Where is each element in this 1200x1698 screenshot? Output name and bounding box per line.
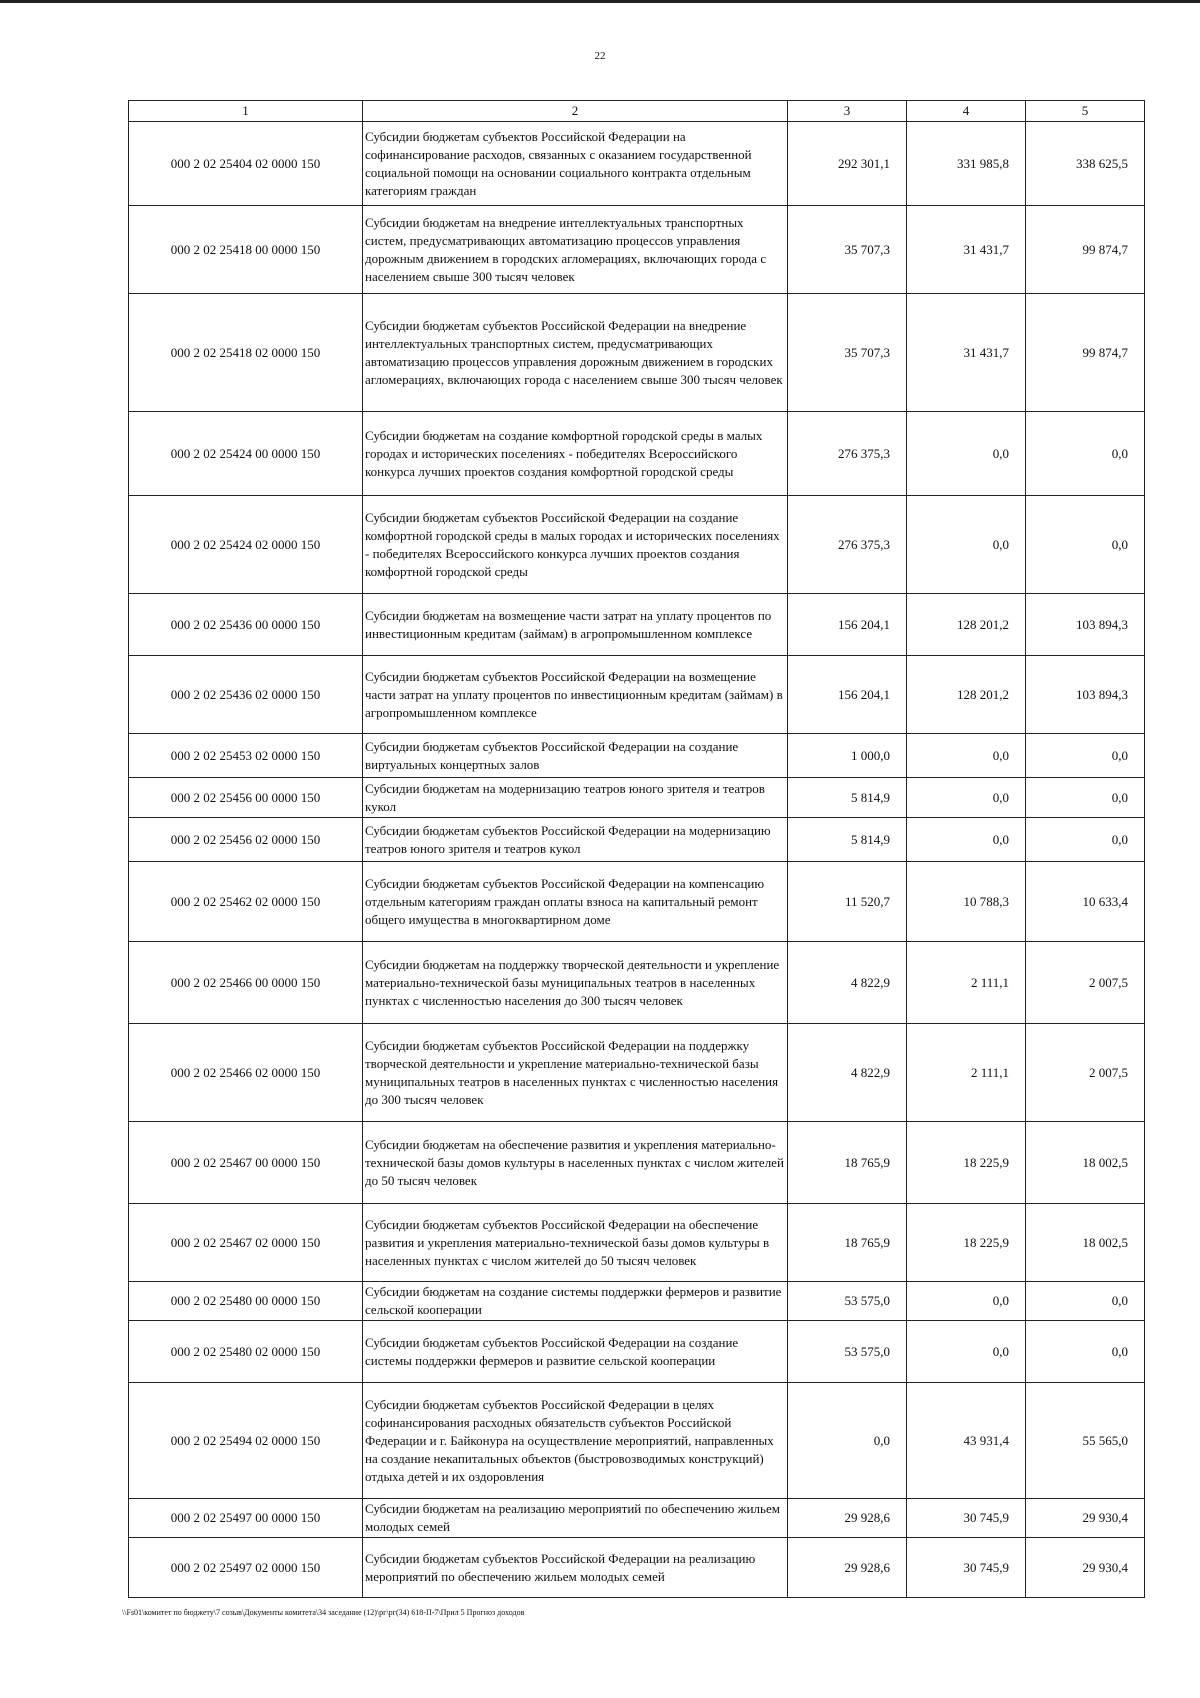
budget-code-cell: 000 2 02 25436 00 0000 150 xyxy=(129,594,363,656)
value-col4-cell: 2 111,1 xyxy=(907,1024,1026,1122)
description-cell: Субсидии бюджетам на создание системы поддержки фермеров и развитие сельской кооперации xyxy=(363,1282,788,1321)
column-header-5: 5 xyxy=(1026,101,1145,122)
budget-code-cell: 000 2 02 25404 02 0000 150 xyxy=(129,122,363,206)
value-col4-cell: 30 745,9 xyxy=(907,1499,1026,1538)
value-col3-cell: 29 928,6 xyxy=(788,1499,907,1538)
table-row xyxy=(129,862,1145,942)
table-row xyxy=(129,734,1145,778)
value-col4-cell: 30 745,9 xyxy=(907,1538,1026,1598)
footer-file-path: \\Fs01\комитет по бюджету\7 созыв\Документы комитета\34 заседание (12)\рг\рг(34) 618-П-7\Прил 5 Прогноз доходов xyxy=(122,1608,525,1617)
value-col5-cell: 0,0 xyxy=(1026,778,1145,818)
value-col3-cell: 53 575,0 xyxy=(788,1321,907,1383)
value-col3-cell: 276 375,3 xyxy=(788,412,907,496)
value-col5-cell: 0,0 xyxy=(1026,818,1145,862)
description-cell: Субсидии бюджетам на поддержку творческой деятельности и укрепление материально-технической базы муниципальных театров в населенных пунктах с численностью населения до 300 тысяч человек xyxy=(363,942,788,1024)
column-header-1: 1 xyxy=(129,101,363,122)
value-col4-cell: 43 931,4 xyxy=(907,1383,1026,1499)
table-row xyxy=(129,778,1145,818)
value-col5-cell: 103 894,3 xyxy=(1026,594,1145,656)
table-row xyxy=(129,496,1145,594)
value-col4-cell: 31 431,7 xyxy=(907,294,1026,412)
description-cell: Субсидии бюджетам субъектов Российской Федерации на создание комфортной городской среды в малых городах и исторических поселениях - победителях Всероссийского конкурса лучших проектов создания комфортной городской среды xyxy=(363,496,788,594)
value-col3-cell: 35 707,3 xyxy=(788,294,907,412)
value-col5-cell: 103 894,3 xyxy=(1026,656,1145,734)
value-col3-cell: 156 204,1 xyxy=(788,594,907,656)
value-col3-cell: 1 000,0 xyxy=(788,734,907,778)
budget-code-cell: 000 2 02 25467 02 0000 150 xyxy=(129,1204,363,1282)
description-cell: Субсидии бюджетам на возмещение части затрат на уплату процентов по инвестиционным кредитам (займам) в агропромышленном комплексе xyxy=(363,594,788,656)
table-row xyxy=(129,1204,1145,1282)
table-row xyxy=(129,294,1145,412)
value-col5-cell: 0,0 xyxy=(1026,734,1145,778)
budget-code-cell: 000 2 02 25497 00 0000 150 xyxy=(129,1499,363,1538)
value-col4-cell: 331 985,8 xyxy=(907,122,1026,206)
description-cell: Субсидии бюджетам субъектов Российской Федерации на софинансирование расходов, связанных с оказанием государственной социальной помощи на основании социального контракта отдельным категориям граждан xyxy=(363,122,788,206)
column-number-row xyxy=(129,101,1145,122)
table-row xyxy=(129,656,1145,734)
table-row xyxy=(129,1024,1145,1122)
description-cell: Субсидии бюджетам субъектов Российской Федерации на реализацию мероприятий по обеспечению жильем молодых семей xyxy=(363,1538,788,1598)
value-col4-cell: 18 225,9 xyxy=(907,1204,1026,1282)
description-cell: Субсидии бюджетам субъектов Российской Федерации на внедрение интеллектуальных транспортных систем, предусматривающих автоматизацию процессов управления дорожным движением в городских агломерациях, включающих города с населением свыше 300 тысяч человек xyxy=(363,294,788,412)
value-col5-cell: 2 007,5 xyxy=(1026,942,1145,1024)
value-col3-cell: 18 765,9 xyxy=(788,1204,907,1282)
budget-code-cell: 000 2 02 25456 00 0000 150 xyxy=(129,778,363,818)
value-col5-cell: 18 002,5 xyxy=(1026,1204,1145,1282)
budget-code-cell: 000 2 02 25467 00 0000 150 xyxy=(129,1122,363,1204)
description-cell: Субсидии бюджетам субъектов Российской Федерации на возмещение части затрат на уплату процентов по инвестиционным кредитам (займам) в агропромышленном комплексе xyxy=(363,656,788,734)
description-cell: Субсидии бюджетам субъектов Российской Федерации в целях софинансирования расходных обязательств субъектов Российской Федерации и г. Байконура на осуществление мероприятий, направленных на создание некапитальных объектов (быстровозводимых конструкций) отдыха детей и их оздоровления xyxy=(363,1383,788,1499)
table-row xyxy=(129,122,1145,206)
table-body xyxy=(129,122,1145,1598)
value-col4-cell: 31 431,7 xyxy=(907,206,1026,294)
value-col5-cell: 29 930,4 xyxy=(1026,1538,1145,1598)
budget-code-cell: 000 2 02 25453 02 0000 150 xyxy=(129,734,363,778)
value-col4-cell: 0,0 xyxy=(907,1321,1026,1383)
budget-code-cell: 000 2 02 25462 02 0000 150 xyxy=(129,862,363,942)
budget-code-cell: 000 2 02 25494 02 0000 150 xyxy=(129,1383,363,1499)
table-row xyxy=(129,818,1145,862)
value-col3-cell: 53 575,0 xyxy=(788,1282,907,1321)
value-col4-cell: 0,0 xyxy=(907,496,1026,594)
table-row xyxy=(129,206,1145,294)
value-col5-cell: 55 565,0 xyxy=(1026,1383,1145,1499)
description-cell: Субсидии бюджетам субъектов Российской Федерации на поддержку творческой деятельности и укрепление материально-технической базы муниципальных театров в населенных пунктах с численностью населения до 300 тысяч человек xyxy=(363,1024,788,1122)
value-col4-cell: 128 201,2 xyxy=(907,594,1026,656)
value-col4-cell: 0,0 xyxy=(907,818,1026,862)
value-col3-cell: 18 765,9 xyxy=(788,1122,907,1204)
value-col4-cell: 18 225,9 xyxy=(907,1122,1026,1204)
value-col3-cell: 11 520,7 xyxy=(788,862,907,942)
value-col5-cell: 99 874,7 xyxy=(1026,294,1145,412)
table-row xyxy=(129,1383,1145,1499)
value-col5-cell: 0,0 xyxy=(1026,1321,1145,1383)
description-cell: Субсидии бюджетам субъектов Российской Федерации на обеспечение развития и укрепления материально-технической базы домов культуры в населенных пунктах с числом жителей до 50 тысяч человек xyxy=(363,1204,788,1282)
top-border-line xyxy=(0,0,1200,3)
budget-code-cell: 000 2 02 25418 02 0000 150 xyxy=(129,294,363,412)
budget-code-cell: 000 2 02 25436 02 0000 150 xyxy=(129,656,363,734)
value-col5-cell: 2 007,5 xyxy=(1026,1024,1145,1122)
table-row xyxy=(129,1282,1145,1321)
value-col4-cell: 0,0 xyxy=(907,778,1026,818)
table-row xyxy=(129,594,1145,656)
description-cell: Субсидии бюджетам на создание комфортной городской среды в малых городах и исторических поселениях - победителях Всероссийского конкурса лучших проектов создания комфортной городской среды xyxy=(363,412,788,496)
table-row xyxy=(129,1122,1145,1204)
budget-code-cell: 000 2 02 25456 02 0000 150 xyxy=(129,818,363,862)
budget-code-cell: 000 2 02 25424 00 0000 150 xyxy=(129,412,363,496)
description-cell: Субсидии бюджетам на модернизацию театров юного зрителя и театров кукол xyxy=(363,778,788,818)
value-col4-cell: 0,0 xyxy=(907,1282,1026,1321)
revenue-forecast-table xyxy=(128,100,1145,1598)
budget-code-cell: 000 2 02 25418 00 0000 150 xyxy=(129,206,363,294)
description-cell: Субсидии бюджетам субъектов Российской Федерации на компенсацию отдельным категориям граждан оплаты взноса на капитальный ремонт общего имущества в многоквартирном доме xyxy=(363,862,788,942)
table-row xyxy=(129,1321,1145,1383)
budget-code-cell: 000 2 02 25466 02 0000 150 xyxy=(129,1024,363,1122)
value-col4-cell: 0,0 xyxy=(907,734,1026,778)
description-cell: Субсидии бюджетам субъектов Российской Федерации на создание системы поддержки фермеров и развитие сельской кооперации xyxy=(363,1321,788,1383)
page-number: 22 xyxy=(594,50,606,62)
column-header-2: 2 xyxy=(363,101,788,122)
budget-code-cell: 000 2 02 25466 00 0000 150 xyxy=(129,942,363,1024)
value-col5-cell: 99 874,7 xyxy=(1026,206,1145,294)
description-cell: Субсидии бюджетам на реализацию мероприятий по обеспечению жильем молодых семей xyxy=(363,1499,788,1538)
value-col3-cell: 4 822,9 xyxy=(788,942,907,1024)
value-col5-cell: 0,0 xyxy=(1026,412,1145,496)
value-col4-cell: 128 201,2 xyxy=(907,656,1026,734)
value-col3-cell: 5 814,9 xyxy=(788,818,907,862)
value-col5-cell: 18 002,5 xyxy=(1026,1122,1145,1204)
value-col3-cell: 29 928,6 xyxy=(788,1538,907,1598)
table-row xyxy=(129,1538,1145,1598)
table-row xyxy=(129,942,1145,1024)
value-col5-cell: 338 625,5 xyxy=(1026,122,1145,206)
value-col4-cell: 2 111,1 xyxy=(907,942,1026,1024)
value-col3-cell: 0,0 xyxy=(788,1383,907,1499)
description-cell: Субсидии бюджетам субъектов Российской Федерации на создание виртуальных концертных залов xyxy=(363,734,788,778)
description-cell: Субсидии бюджетам на внедрение интеллектуальных транспортных систем, предусматривающих автоматизацию процессов управления дорожным движением в городских агломерациях, включающих города с населением свыше 300 тысяч человек xyxy=(363,206,788,294)
budget-code-cell: 000 2 02 25480 00 0000 150 xyxy=(129,1282,363,1321)
value-col3-cell: 5 814,9 xyxy=(788,778,907,818)
value-col3-cell: 276 375,3 xyxy=(788,496,907,594)
value-col3-cell: 156 204,1 xyxy=(788,656,907,734)
value-col3-cell: 292 301,1 xyxy=(788,122,907,206)
value-col4-cell: 10 788,3 xyxy=(907,862,1026,942)
value-col3-cell: 35 707,3 xyxy=(788,206,907,294)
column-header-3: 3 xyxy=(788,101,907,122)
table-row xyxy=(129,1499,1145,1538)
value-col5-cell: 0,0 xyxy=(1026,1282,1145,1321)
budget-code-cell: 000 2 02 25497 02 0000 150 xyxy=(129,1538,363,1598)
description-cell: Субсидии бюджетам на обеспечение развития и укрепления материально-технической базы домов культуры в населенных пунктах с числом жителей до 50 тысяч человек xyxy=(363,1122,788,1204)
budget-code-cell: 000 2 02 25480 02 0000 150 xyxy=(129,1321,363,1383)
table-row xyxy=(129,412,1145,496)
budget-code-cell: 000 2 02 25424 02 0000 150 xyxy=(129,496,363,594)
value-col4-cell: 0,0 xyxy=(907,412,1026,496)
description-cell: Субсидии бюджетам субъектов Российской Федерации на модернизацию театров юного зрителя и театров кукол xyxy=(363,818,788,862)
value-col3-cell: 4 822,9 xyxy=(788,1024,907,1122)
value-col5-cell: 29 930,4 xyxy=(1026,1499,1145,1538)
value-col5-cell: 0,0 xyxy=(1026,496,1145,594)
value-col5-cell: 10 633,4 xyxy=(1026,862,1145,942)
column-header-4: 4 xyxy=(907,101,1026,122)
